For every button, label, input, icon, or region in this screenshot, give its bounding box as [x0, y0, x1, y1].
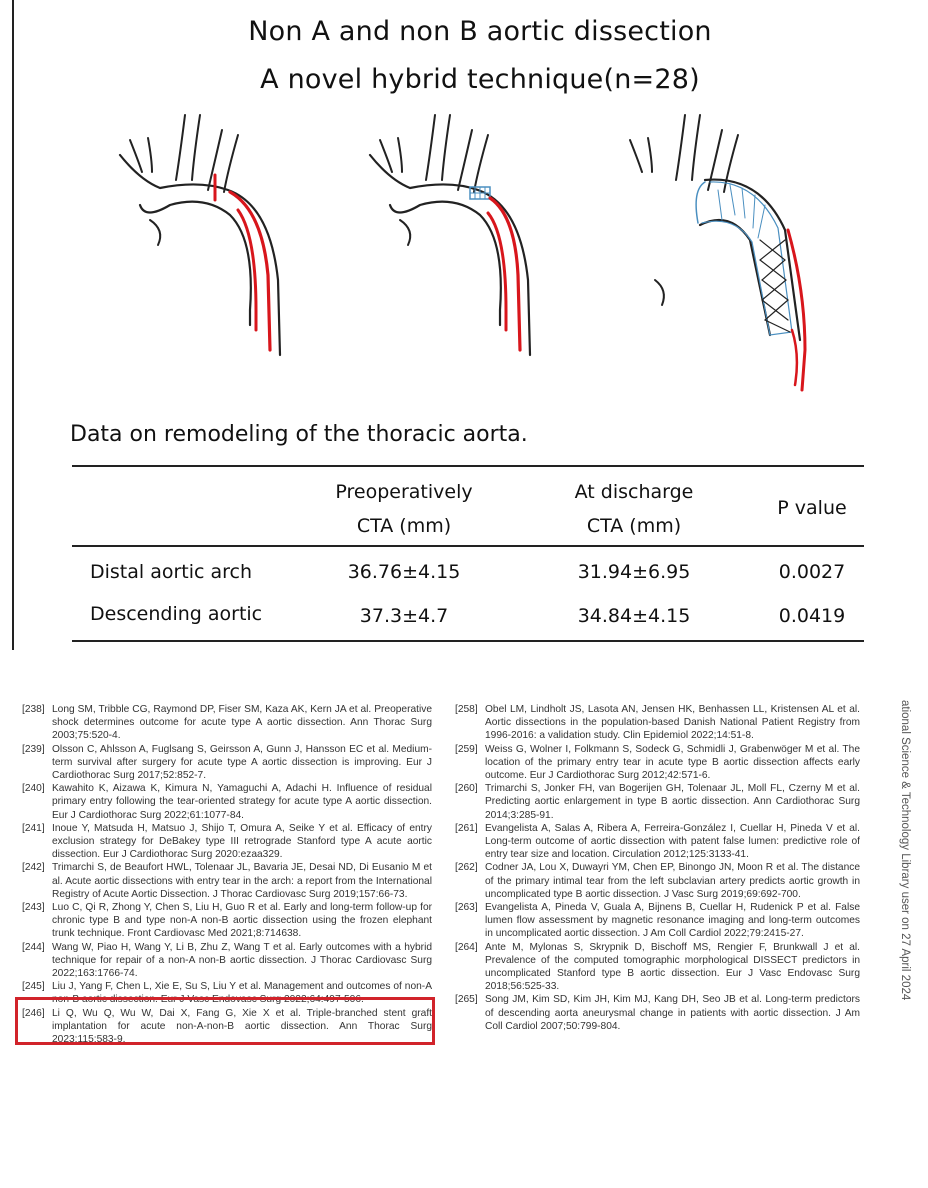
reference-number: [261] — [455, 822, 478, 834]
row-label: Distal aortic arch — [90, 561, 253, 583]
header-line: CTA (mm) — [356, 515, 452, 537]
reference-number: [243] — [22, 902, 45, 914]
reference-item — [22, 901, 432, 941]
reference-item — [455, 941, 860, 994]
reference-number: [242] — [22, 862, 45, 874]
header-line: P value — [777, 497, 847, 519]
row-pre-value: 36.76±4.15 — [347, 561, 461, 583]
aortic-arch-illustrations — [110, 110, 830, 400]
reference-text: Ante M, Mylonas S, Skrypnik D, Bischoff MS, Rengier F, Brunkwall J et al. Prevalence of the computed tomographic morphological DISSECT predictors in uncomplicated Stanford type B aortic dissection. Eur J Vasc Endovasc Surg 2018;56:525-33. — [485, 941, 860, 993]
reference-item — [455, 743, 860, 783]
highlight-box — [15, 997, 435, 1045]
reference-item-highlighted — [22, 941, 432, 981]
reference-text: Olsson C, Ahlsson A, Fuglsang S, Geirsson A, Gunn J, Hansson EC et al. Medium-term survival after surgery for acute type A aortic dissection is improving. Eur J Cardiothorac Surg 2017;52:852-7. — [52, 743, 432, 782]
reference-number: [264] — [455, 941, 478, 953]
reference-text: Trimarchi S, Jonker FH, van Bogerijen GH, Tolenaar JL, Moll FL, Czerny M et al. Predicting aortic enlargement in type B aortic dissection. Ann Cardiothorac Surg 2014;3:285-91. — [485, 783, 860, 821]
row-post-value: 31.94±6.95 — [577, 561, 691, 583]
reference-item — [455, 822, 860, 862]
header-line: Preoperatively — [335, 481, 473, 503]
reference-number: [239] — [22, 743, 45, 755]
reference-text: Kawahito K, Aizawa K, Kimura N, Yamaguchi A, Adachi H. Influence of residual primary entry following the tear-oriented strategy for acute type A aortic dissection. Eur J Cardiothorac Surg 2022;61:1077-84. — [52, 783, 432, 821]
reference-text: Long SM, Tribble CG, Raymond DP, Fiser SM, Kaza AK, Kern JA et al. Preoperative shock determines outcome for acute type A aortic dissection. Ann Thorac Surg 2003;75:520-4. — [52, 704, 432, 742]
reference-text: Evangelista A, Pineda V, Guala A, Bijnens B, Cuellar H, Rudenick P et al. False lumen flow assessment by magnetic resonance imaging and long-term outcomes in uncomplicated aortic dissection. J Am Coll Cardiol 2022;79:2415-27. — [485, 902, 860, 940]
table-top-rule — [72, 465, 864, 467]
reference-text: Song JM, Kim SD, Kim JH, Kim MJ, Kang DH, Seo JB et al. Long-term predictors of descending aorta aneurysmal change in patients with aortic dissection. J Am Coll Cardiol 2007;50:799-804. — [485, 994, 860, 1032]
reference-number: [244] — [22, 941, 45, 953]
slide-subtitle: A novel hybrid technique(n=28) — [260, 64, 700, 95]
reference-text: Trimarchi S, de Beaufort HWL, Tolenaar JL, Bavaria JE, Desai ND, Di Eusanio M et al. Acute aortic dissections with entry tear in the arch: a report from the International Registry of Acute Aortic Dissection. J Thorac Cardiovasc Surg 2019;157:66-73. — [52, 862, 432, 900]
reference-number: [263] — [455, 902, 478, 914]
reference-item — [455, 993, 860, 1033]
reference-number: [259] — [455, 743, 478, 755]
reference-item — [22, 703, 432, 743]
reference-text: Li Q, Wu Q, Wu W, Dai X, Fang G, Xie X et al. Triple-branched stent graft implantation for acute non-A-non-B aortic dissection. Ann Thorac Surg 2023;115:583-9. — [52, 1007, 432, 1046]
reference-item — [22, 743, 432, 783]
reference-text: Wang W, Piao H, Wang Y, Li B, Zhu Z, Wang T et al. Early outcomes with a hybrid technique for repair of a non-A non-B aortic dissection. J Thorac Cardiovasc Surg 2022;163:1766-74. — [52, 941, 432, 980]
aorta-dissection-illustration — [120, 115, 280, 355]
row-pre-value: 37.3±4.7 — [359, 605, 449, 627]
reference-item — [22, 782, 432, 822]
reference-number: [258] — [455, 704, 478, 715]
reference-item — [455, 703, 860, 743]
references-right-column — [455, 703, 860, 1033]
row-label: Descending aortic — [90, 603, 263, 625]
reference-number: [241] — [22, 822, 45, 834]
row-p-value: 0.0027 — [778, 561, 846, 583]
reference-number: [246] — [22, 1007, 45, 1019]
reference-number: [245] — [22, 981, 45, 993]
reference-text: Inoue Y, Matsuda H, Matsuo J, Shijo T, Omura A, Seike Y et al. Efficacy of entry exclusion strategy for DeBakey type III retrograde Stanford type A acute aortic dissection. Eur J Cardiothorac Surg 2020:ezaa329. — [52, 822, 432, 861]
reference-text: Evangelista A, Salas A, Ribera A, Ferreira-González I, Cuellar H, Pineda V et al. Long-term outcome of aortic dissection with patent false lumen: predictive role of entry tear size and location. Circulation 2012;125:3133-41. — [485, 822, 860, 861]
reference-number: [260] — [455, 783, 478, 795]
reference-item — [455, 782, 860, 822]
aorta-entry-tear-closure-illustration — [370, 115, 530, 355]
header-p-value — [732, 491, 892, 525]
header-line: At discharge — [574, 481, 694, 503]
side-watermark — [897, 700, 913, 1050]
reference-text: Luo C, Qi R, Zhong Y, Chen S, Liu H, Guo R et al. Early and long-term follow-up for chronic type B and type non-A non-B aortic dissection using the frozen elephant trunk technique. Front Cardiovasc Med 2021;8:714638. — [52, 902, 432, 940]
table-caption: Data on remodeling of the thoracic aorta. — [70, 422, 528, 447]
reference-text: Liu J, Yang F, Chen L, Xie E, Su S, Liu Y et al. Management and outcomes of non-A non-B aortic dissection. Eur J Vasc Endovasc Surg 2022;64:497-506. — [52, 981, 432, 1006]
side-watermark-text: ational Science & Technology Library user on 27 April 2024 — [899, 700, 911, 1001]
header-line: CTA (mm) — [586, 515, 682, 537]
aorta-stent-graft-illustration — [630, 115, 805, 390]
reference-item — [22, 822, 432, 862]
header-preoperative — [294, 475, 514, 543]
reference-text: Obel LM, Lindholt JS, Lasota AN, Jensen HK, Benhassen LL, Kristensen AL et al. Aortic dissections in the population-based Danish National Patient Registry from 1996-2016: a validation study. Clin Epidemiol 2022;14:51-8. — [485, 704, 860, 742]
reference-text: Codner JA, Lou X, Duwayri YM, Chen EP, Binongo JN, Moon R et al. The distance of the primary intimal tear from the left subclavian artery predicts aortic growth in uncomplicated type B aortic dissection. J Vasc Surg 2019;69:692-700. — [485, 862, 860, 900]
reference-number: [238] — [22, 704, 45, 715]
header-discharge — [524, 475, 744, 543]
reference-item — [455, 901, 860, 941]
reference-number: [262] — [455, 862, 478, 874]
row-p-value: 0.0419 — [778, 605, 846, 627]
table-bottom-rule — [72, 640, 864, 642]
left-margin-rule — [12, 0, 14, 650]
reference-item — [22, 861, 432, 901]
row-post-value: 34.84±4.15 — [577, 605, 691, 627]
reference-number: [265] — [455, 994, 478, 1006]
reference-number: [240] — [22, 783, 45, 795]
reference-text: Weiss G, Wolner I, Folkmann S, Sodeck G, Schmidli J, Grabenwöger M et al. The location of the primary entry tear in acute type B aortic dissection affects early outcome. Eur J Cardiothorac Surg 2012;42:571-6. — [485, 743, 860, 782]
reference-item — [455, 861, 860, 901]
references-left-column — [22, 703, 432, 1046]
table-header-rule — [72, 545, 864, 547]
slide-title: Non A and non B aortic dissection — [248, 16, 712, 47]
